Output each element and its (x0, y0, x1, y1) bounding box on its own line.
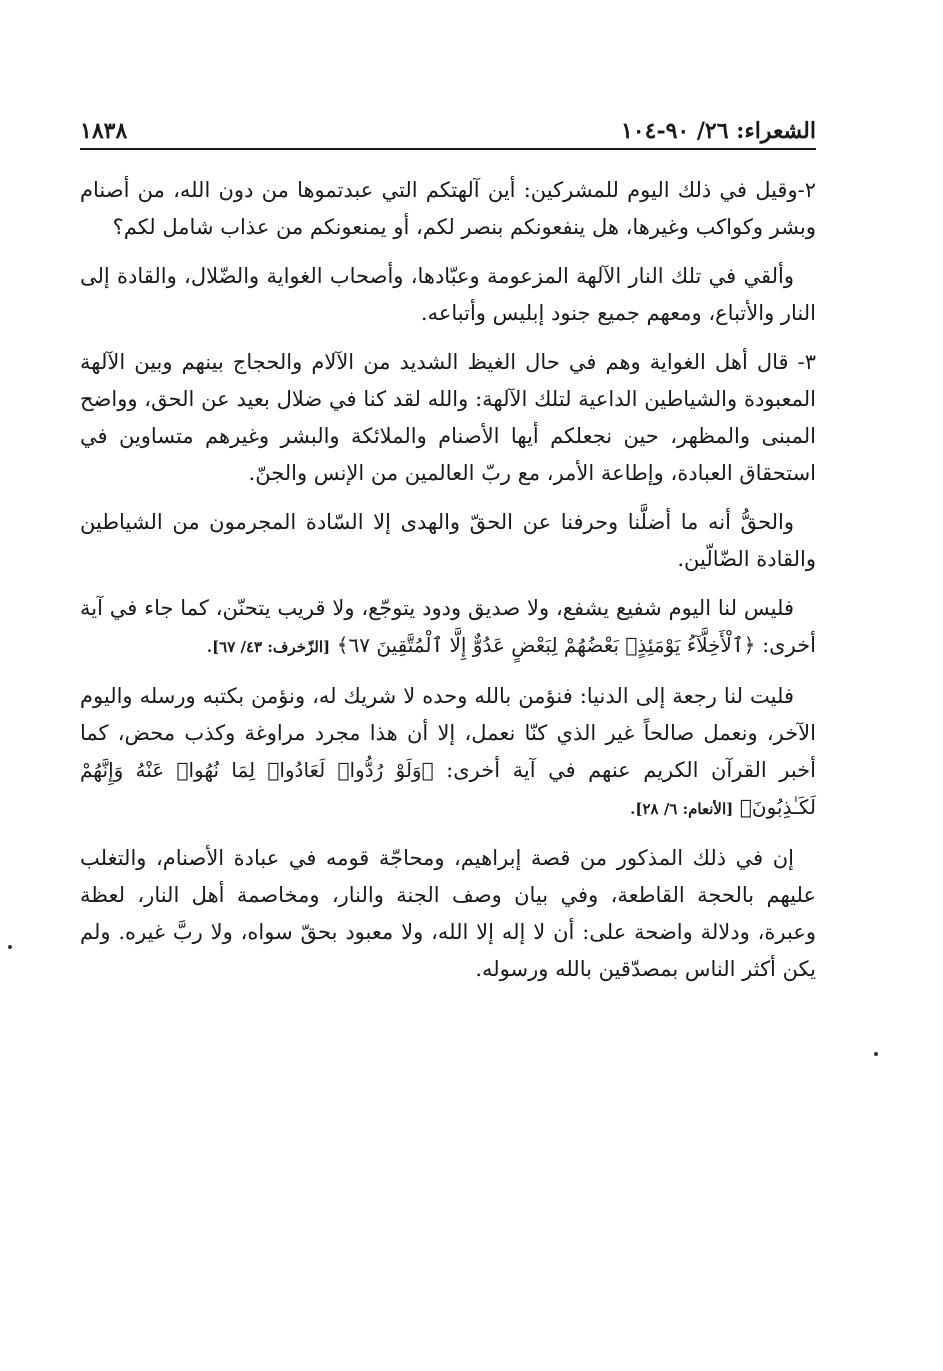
verse-reference: [الأنعام: ٦/ ٢٨]. (630, 800, 734, 818)
running-title: الشعراء: ٢٦/ ٩٠-١٠٤ (620, 118, 816, 144)
paragraph-return-wish (80, 678, 816, 828)
page-header (80, 108, 816, 150)
paragraph-truth: والحقُّ أنه ما أضلَّنا وحرفنا عن الحقّ والهدى إلا السّادة المجرمون من الشياطين والقادة الضّالّين. (80, 510, 816, 571)
quran-verse: ﴿وَلَوْ رُدُّوا۟ لَعَادُوا۟ لِمَا نُهُوا۟ عَنْهُ وَإِنَّهُمْ لَكَـٰذِبُونَ﴾ (80, 758, 816, 819)
paragraph-3: ٣- قال أهل الغواية وهم في حال الغيظ الشديد من الآلام والحجاج بينهم وبين الآلهة المعبودة والشياطين الداعية لتلك الآلهة: والله لقد كنا في ضلال بعيد عن الحق، وواضح المبنى والمظهر، حين نجعلكم أيها الأصنام والملائكة والبشر وغيرهم متساوين في استحقاق العبادة، وإطاعة الأمر، مع ربّ العالمين من الإنس والجنّ. (80, 350, 816, 485)
paragraph-hell-inmates: وألقي في تلك النار الآلهة المزعومة وعبّادها، وأصحاب الغواية والضّلال، والقادة إلى النار والأتباع، ومعهم جميع جنود إبليس وأتباعه. (80, 264, 816, 325)
paragraph-conclusion: إن في ذلك المذكور من قصة إبراهيم، ومحاجّة قومه في عبادة الأصنام، والتغلب عليهم بالحجة القاطعة، وفي بيان وصف الجنة والنار، ومخاصمة أهل النار، لعظة وعبرة، ودلالة واضحة على: أن لا إله إلا الله، ولا معبود بحقّ سواه، ولا ربَّ غيره. ولم يكن أكثر الناس بمصدّقين بالله ورسوله. (80, 846, 816, 981)
paragraph-2: ٢-وقيل في ذلك اليوم للمشركين: أين آلهتكم التي عبدتموها من دون الله، من أصنام وبشر وكواكب وغيرها، هل ينفعونكم بنصر لكم، أو يمنعونكم من عذاب شامل لكم؟ (80, 178, 816, 239)
scan-speck (8, 945, 12, 949)
paragraph-no-intercessor (80, 590, 816, 666)
quran-verse: ﴿ٱلْأَخِلَّآءُ يَوْمَئِذٍۭ بَعْضُهُمْ لِبَعْضٍ عَدُوٌّ إِلَّا ٱلْمُتَّقِينَ ٦٧﴾ (336, 633, 756, 657)
scan-speck (874, 1052, 878, 1056)
page-body (80, 172, 816, 988)
page-number: ١٨٣٨ (80, 118, 128, 144)
paragraph-text: فليت لنا رجعة إلى الدنيا: فنؤمن بالله وحده لا شريك له، ونؤمن بكتبه ورسله واليوم الآخر، ونعمل صالحاً غير الذي كنّا نعمل، إلا أن هذا مجرد مراوغة وكذب محض، كما أخبر القرآن الكريم عنهم في آية أخرى: (80, 684, 816, 782)
verse-reference: [الزّخرف: ٤٣/ ٦٧]. (206, 638, 331, 656)
book-page (80, 108, 816, 988)
paragraph-text: فليس لنا اليوم شفيع يشفع، ولا صديق ودود يتوجّع، ولا قريب يتحنّن، كما جاء في آية أخرى: (80, 596, 816, 657)
